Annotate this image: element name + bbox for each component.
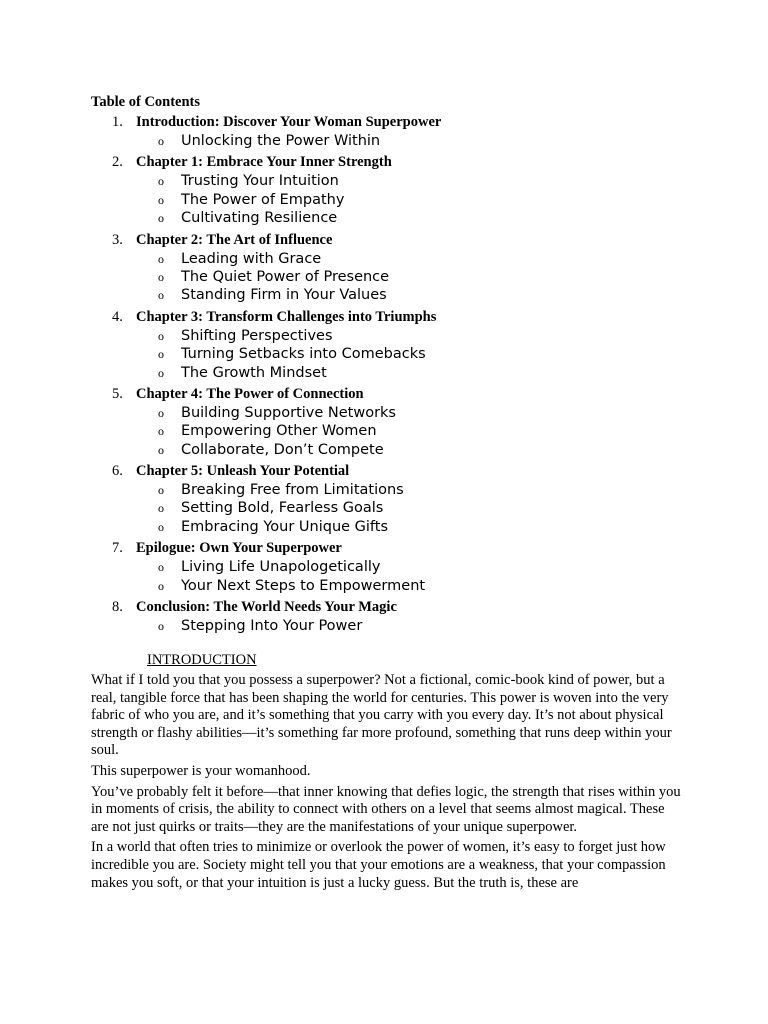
- toc-chapter-heading: [0, 385, 768, 404]
- circle-bullet-icon: o: [158, 424, 164, 439]
- toc-subsection: [0, 577, 768, 595]
- circle-bullet-icon: o: [158, 328, 164, 343]
- toc-subsection: [0, 481, 768, 499]
- toc-chapter-heading: [0, 462, 768, 481]
- toc-chapter-title: Chapter 5: Unleash Your Potential: [136, 463, 350, 480]
- toc-subsection-title: The Growth Mindset: [181, 364, 327, 381]
- toc-chapter: [0, 113, 768, 150]
- toc-chapter-title: Chapter 4: The Power of Connection: [136, 385, 364, 402]
- toc-subsection: [0, 364, 768, 382]
- toc-chapter: [0, 153, 768, 227]
- circle-bullet-icon: o: [158, 483, 164, 498]
- circle-bullet-icon: o: [158, 519, 164, 534]
- toc-subsection-title: Trusting Your Intuition: [181, 173, 339, 190]
- toc-chapter-number: 8.: [112, 599, 123, 616]
- toc-subsection-title: Turning Setbacks into Comebacks: [181, 346, 426, 363]
- toc-subsection: [0, 558, 768, 576]
- toc-chapter-number: 3.: [112, 231, 123, 248]
- circle-bullet-icon: o: [158, 288, 164, 303]
- circle-bullet-icon: o: [158, 174, 164, 189]
- toc-chapter-number: 1.: [112, 114, 123, 130]
- toc-chapter-title: Introduction: Discover Your Woman Superpower: [136, 114, 442, 130]
- toc-subsection: [0, 286, 768, 304]
- toc-chapter: [0, 462, 768, 536]
- circle-bullet-icon: o: [158, 211, 164, 226]
- toc-subsection: [0, 441, 768, 459]
- toc-subsection-title: Unlocking the Power Within: [181, 133, 381, 149]
- circle-bullet-icon: o: [158, 134, 164, 148]
- body-paragraph: What if I told you that you possess a superpower? Not a fictional, comic-book kind of power, but a real, tangible force that has been shaping the world for centuries. This power is woven into the very fabric of who you are, and it’s something that you carry with you every day. It’s not about physical strength or flashy abilities—it’s something far more profound, something that runs deep within your soul.: [91, 672, 672, 759]
- toc-chapter-heading: [0, 153, 768, 172]
- toc-subsection: [0, 617, 768, 635]
- circle-bullet-icon: o: [158, 269, 164, 284]
- toc-subsection: [0, 345, 768, 363]
- toc-chapter-title: Epilogue: Own Your Superpower: [136, 540, 342, 557]
- circle-bullet-icon: o: [158, 251, 164, 266]
- introduction-heading: INTRODUCTION: [147, 652, 257, 668]
- toc-subsection: [0, 422, 768, 440]
- introduction-body: [91, 672, 681, 895]
- body-paragraph: This superpower is your womanhood.: [91, 762, 311, 779]
- toc-chapter: [0, 308, 768, 382]
- toc-subsection: [0, 250, 768, 268]
- toc-chapter-number: 2.: [112, 154, 123, 171]
- toc-chapter-number: 5.: [112, 385, 123, 402]
- toc-subsection-title: Your Next Steps to Empowerment: [181, 577, 426, 594]
- toc-subsection-title: Collaborate, Don’t Compete: [181, 441, 384, 458]
- toc-subsection-title: Living Life Unapologetically: [181, 559, 381, 576]
- toc-subsection-title: Leading with Grace: [181, 250, 322, 267]
- toc-chapter-heading: [0, 598, 768, 617]
- toc-chapter-number: 4.: [112, 308, 123, 325]
- toc-chapter-title: Chapter 1: Embrace Your Inner Strength: [136, 154, 392, 171]
- toc-chapter-heading: [0, 113, 768, 132]
- body-paragraph: In a world that often tries to minimize or overlook the power of women, it’s easy to forget just how incredible you are. Society might tell you that your emotions are a weakness, that your compassion makes you soft, or that your intuition is just a lucky guess. But the truth is, these are: [91, 839, 666, 891]
- circle-bullet-icon: o: [158, 405, 164, 420]
- toc-subsection-title: Empowering Other Women: [181, 423, 377, 440]
- circle-bullet-icon: o: [158, 560, 164, 575]
- circle-bullet-icon: o: [158, 365, 164, 380]
- toc-subsection-title: Setting Bold, Fearless Goals: [181, 500, 384, 517]
- toc-subsection-title: Cultivating Resilience: [181, 210, 338, 227]
- toc-subsection: [0, 172, 768, 190]
- toc-chapter-heading: [0, 308, 768, 327]
- toc-subsection: [0, 268, 768, 286]
- toc-chapter: [0, 231, 768, 305]
- circle-bullet-icon: o: [158, 619, 164, 634]
- toc-chapter-number: 6.: [112, 463, 123, 480]
- toc-title: Table of Contents: [91, 94, 201, 110]
- toc-list: [0, 113, 768, 638]
- toc-subsection-title: The Power of Empathy: [181, 191, 345, 208]
- toc-subsection: [0, 404, 768, 422]
- circle-bullet-icon: o: [158, 578, 164, 593]
- toc-subsection: [0, 327, 768, 345]
- toc-subsection-title: Stepping Into Your Power: [181, 618, 363, 635]
- toc-chapter: [0, 539, 768, 595]
- toc-subsection: [0, 518, 768, 536]
- toc-subsection: [0, 132, 768, 150]
- toc-chapter: [0, 598, 768, 635]
- body-paragraph: You’ve probably felt it before—that inner knowing that defies logic, the strength that rises within you in moments of crisis, the ability to connect with others on a level that seems almost magical. These are not just quirks or traits—they are the manifestations of your unique superpower.: [91, 783, 681, 835]
- toc-chapter-title: Conclusion: The World Needs Your Magic: [136, 599, 397, 616]
- toc-chapter-number: 7.: [112, 540, 123, 557]
- circle-bullet-icon: o: [158, 192, 164, 207]
- circle-bullet-icon: o: [158, 347, 164, 362]
- toc-subsection-title: Embracing Your Unique Gifts: [181, 518, 389, 535]
- toc-subsection: [0, 499, 768, 517]
- circle-bullet-icon: o: [158, 442, 164, 457]
- circle-bullet-icon: o: [158, 501, 164, 516]
- toc-chapter-title: Chapter 2: The Art of Influence: [136, 231, 333, 248]
- toc-chapter-heading: [0, 231, 768, 250]
- toc-subsection-title: Building Supportive Networks: [181, 404, 396, 421]
- toc-subsection-title: Breaking Free from Limitations: [181, 482, 404, 499]
- toc-subsection: [0, 191, 768, 209]
- toc-chapter-title: Chapter 3: Transform Challenges into Triumphs: [136, 308, 437, 325]
- toc-subsection: [0, 209, 768, 227]
- toc-subsection-title: Standing Firm in Your Values: [181, 287, 387, 304]
- toc-subsection-title: The Quiet Power of Presence: [181, 268, 390, 285]
- toc-subsection-title: Shifting Perspectives: [181, 327, 333, 344]
- toc-chapter-heading: [0, 539, 768, 558]
- toc-chapter: [0, 385, 768, 459]
